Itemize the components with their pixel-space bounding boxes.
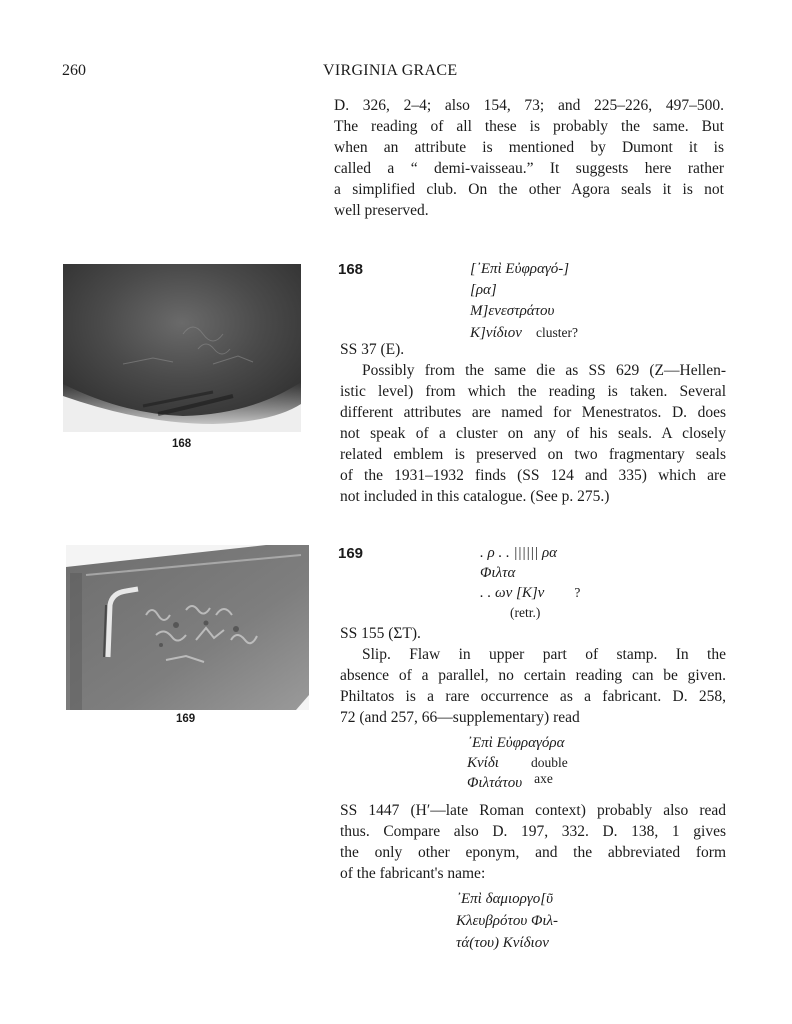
text-line: absence of a parallel, no certain reading can be given. — [340, 667, 726, 684]
seal-photo-169 — [66, 545, 309, 710]
quote-line — [467, 753, 568, 773]
text-line: of the 1931–1932 finds (SS 124 and 335) which are — [340, 467, 726, 484]
text-line: Slip. Flaw in upper part of stamp. In the — [362, 646, 726, 663]
seal-photo-169-image — [66, 545, 309, 710]
seal-photo-168 — [63, 264, 301, 432]
text-line: 72 (and 257, 66—supplementary) read — [340, 709, 580, 726]
inscription-text: Κ]νίδιον — [470, 325, 522, 341]
entry-168-paragraph — [340, 360, 726, 507]
text-line: not included in this catalogue. (See p. 275.) — [340, 488, 610, 505]
entry-169-paragraph-2 — [340, 800, 726, 884]
text-line: D. 326, 2–4; also 154, 73; and 225–226, 497–500. — [334, 97, 724, 114]
quote-text: Κνίδι — [467, 755, 499, 771]
running-head: VIRGINIA GRACE — [323, 62, 458, 79]
text-line: Philtatos is a rare occurrence as a fabricant. D. 258, — [340, 688, 726, 705]
inscription-line: Φιλτα — [480, 565, 516, 581]
text-line: different attributes are named for Menestratos. D. does — [340, 404, 726, 421]
inscription-note: ? — [574, 585, 581, 600]
quote-note: double — [530, 755, 568, 770]
reference-169: SS 155 (ΣΤ). — [340, 625, 421, 642]
text-line: istic level) from which the reading is taken. Several — [340, 383, 726, 400]
inscription-line — [470, 322, 578, 344]
inscription-note: cluster? — [535, 325, 578, 340]
text-line: a simplified club. On the other Agora seals it is not — [334, 181, 724, 198]
quote-line — [467, 773, 568, 793]
entry-number-169: 169 — [338, 545, 364, 562]
seal-photo-168-image — [63, 264, 301, 432]
quote-line: Κλευβρότου Φιλ- — [456, 913, 559, 929]
entry-169-paragraph — [340, 644, 726, 728]
photo-caption-168: 168 — [172, 438, 192, 450]
text-line: not speak of a cluster on any of his seals. A closely — [340, 425, 726, 442]
quote-169-b — [456, 888, 558, 954]
quote-note: axe — [534, 771, 553, 786]
text-line: the only other eponym, and the abbreviated form — [340, 844, 726, 861]
inscription-169 — [480, 543, 580, 623]
inscription-line: [᾿Επὶ Εὐφραγό-] — [470, 261, 570, 277]
intro-paragraph — [334, 95, 724, 221]
quote-line: ᾿Επὶ δαμιοργο[ῦ — [456, 891, 553, 907]
text-line: Possibly from the same die as SS 629 (Ζ—Hellen- — [362, 362, 726, 379]
text-line: related emblem is preserved on two fragmentary seals — [340, 446, 726, 463]
inscription-line: [ρα] — [470, 282, 497, 298]
page-number: 260 — [62, 62, 86, 79]
text-line: SS 1447 (Η′—late Roman context) probably also read — [340, 802, 726, 819]
quote-line: ᾿Επὶ Εὐφραγόρα — [467, 735, 565, 751]
quote-line: τά(του) Κνίδιον — [456, 935, 549, 951]
text-line: of the fabricant's name: — [340, 865, 486, 882]
quote-169-a — [467, 733, 568, 793]
text-line: well preserved. — [334, 202, 429, 219]
inscription-note: (retr.) — [510, 605, 541, 620]
text-line: called a “ demi-vaisseau.” It suggests here rather — [334, 160, 724, 177]
quote-text: Φιλτάτου — [467, 775, 523, 791]
text-line: The reading of all these is probably the same. But — [334, 118, 724, 135]
inscription-line — [480, 603, 580, 623]
inscription-line: . ρ . . |||||| ρα — [480, 545, 558, 561]
inscription-line: Μ]ενεστράτου — [470, 303, 555, 319]
reference-168: SS 37 (E). — [340, 341, 405, 358]
photo-caption-169: 169 — [176, 713, 196, 725]
entry-number-168: 168 — [338, 261, 364, 278]
text-line: when an attribute is mentioned by Dumont it is — [334, 139, 724, 156]
inscription-text: . . ων [Κ]ν — [480, 585, 545, 601]
text-line: thus. Compare also D. 197, 332. D. 138, 1 gives — [340, 823, 726, 840]
inscription-line — [480, 583, 580, 603]
inscription-168 — [470, 259, 578, 344]
